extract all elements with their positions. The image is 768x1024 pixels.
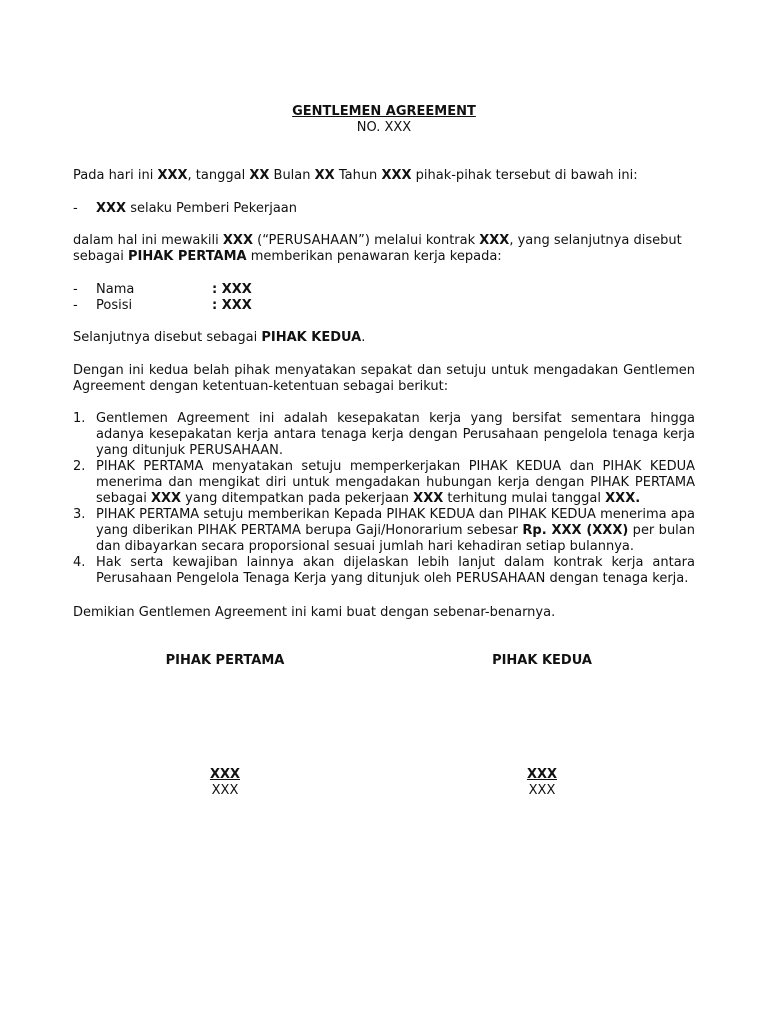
list-item: 4. Hak serta kewajiban lainnya akan dijelaskan lebih lanjut dalam kontrak kerja antara Perusahaan Pengelola Tenaga Kerja yang ditunjuk oleh PERUSAHAAN dengan tenaga kerja. [73, 555, 695, 586]
document-number: NO. XXX [356, 120, 412, 135]
intro-paragraph: Pada hari ini XXX, tanggal XX Bulan XX Tahun XXX pihak-pihak tersebut di bawah ini: [73, 168, 638, 183]
representation-paragraph: dalam hal ini mewakili XXX (“PERUSAHAAN”) melalui kontrak XXX, yang selanjutnya disebut sebagai PIHAK PERTAMA memberikan penawaran kerja kepada: [73, 233, 682, 264]
intro-date: XX [249, 168, 270, 183]
party-one-name: XXX [96, 201, 127, 216]
contract-number: XXX [479, 233, 510, 248]
salary-amount: Rp. XXX (XXX) [522, 523, 629, 538]
list-item: 1. Gentlemen Agreement ini adalah kesepakatan kerja yang bersifat sementara hingga adanya kesepakatan kerja antara tenaga kerja dengan Perusahaan pengelola tenaga kerja yang ditunjuk PERUSAHAAN. [73, 411, 695, 458]
posisi-value: : XXX [212, 298, 252, 313]
nama-value: : XXX [212, 282, 252, 297]
posisi-label: Posisi [96, 298, 133, 313]
signature-heading-left: PIHAK PERTAMA [165, 653, 285, 668]
party-one-bullet: - [73, 201, 78, 216]
party-two-label: PIHAK KEDUA [261, 330, 362, 345]
signature-name-right: XXX [526, 767, 558, 782]
closing-paragraph: Demikian Gentlemen Agreement ini kami buat dengan sebenar-benarnya. [73, 605, 556, 620]
terms-list [73, 411, 695, 587]
intro-year: XXX [381, 168, 412, 183]
document-page: GENTLEMEN AGREEMENT NO. XXX Pada hari ini XXX, tanggal XX Bulan XX Tahun XXX pihak-pihak tersebut di bawah ini: - XXX selaku Pemberi Pekerjaan dalam hal ini mewakili XXX (“PERUSAHAAN”) melalui kontrak XXX, yang selanjutnya disebut sebagai PIHAK PERTAMA memberikan penawaran kerja kepada: - Nama : XXX - Posisi : XXX Selanjutnya disebut sebagai PIHAK KEDUA. Dengan ini kedua belah pihak menyatakan sepakat dan setuju untuk mengadakan Gentlemen Agreement dengan ketentuan-ketentuan sebagai berikut: 1. Gentlemen Agreement ini adalah kesepakatan kerja yang bersifat sementara hingga adanya kesepakatan kerja antara tenaga kerja dengan Perusahaan pengelola tenaga kerja yang ditunjuk PERUSAHAAN. 2. PIHAK PERTAMA menyatakan setuju memperkerjakan PIHAK KEDUA dan PIHAK KEDUA menerima dan mengikat diri untuk mengadakan hubungan kerja dengan PIHAK PERTAMA sebagai XXX yang ditempatkan pada pekerjaan XXX terhitung mulai tanggal XXX. 3. PIHAK PERTAMA setuju memberikan Kepada PIHAK KEDUA dan PIHAK KEDUA menerima apa yang diberikan PIHAK PERTAMA berupa Gaji/Honorarium sebesar Rp. XXX (XXX) per bulan dan dibayarkan secara proporsional sesuai jumlah hari kehadiran setiap bulannya. 4. Hak serta kewajiban lainnya akan dijelaskan lebih lanjut dalam kontrak kerja antara Perusahaan Pengelola Tenaga Kerja yang ditunjuk oleh PERUSAHAAN dengan tenaga kerja. Demikian Gentlemen Agreement ini kami buat dengan sebenar-benarnya. PIHAK PERTAMA PIHAK KEDUA XXX XXX XXX XXX [0, 0, 768, 1024]
signature-position-left: XXX [211, 783, 239, 798]
intro-month: XX [314, 168, 335, 183]
party-one-line: XXX selaku Pemberi Pekerjaan [96, 201, 298, 216]
document-title: GENTLEMEN AGREEMENT [292, 104, 476, 119]
party-one-label: PIHAK PERTAMA [127, 249, 247, 264]
company-name: XXX [222, 233, 253, 248]
signature-position-right: XXX [528, 783, 556, 798]
agreement-intro-paragraph: Dengan ini kedua belah pihak menyatakan sepakat dan setuju untuk mengadakan Gentlemen Agreement dengan ketentuan-ketentuan sebagai berikut: [73, 363, 695, 394]
list-item: 2. PIHAK PERTAMA menyatakan setuju memperkerjakan PIHAK KEDUA dan PIHAK KEDUA menerima dan mengikat diri untuk mengadakan hubungan kerja dengan PIHAK PERTAMA sebagai XXX yang ditempatkan pada pekerjaan XXX terhitung mulai tanggal XXX. [73, 459, 695, 506]
signature-heading-right: PIHAK KEDUA [492, 653, 592, 668]
intro-day: XXX [157, 168, 188, 183]
list-item: 3. PIHAK PERTAMA setuju memberikan Kepada PIHAK KEDUA dan PIHAK KEDUA menerima apa yang diberikan PIHAK PERTAMA berupa Gaji/Honorarium sebesar Rp. XXX (XXX) per bulan dan dibayarkan secara proporsional sesuai jumlah hari kehadiran setiap bulannya. [73, 507, 695, 554]
hereinafter-paragraph: Selanjutnya disebut sebagai PIHAK KEDUA. [73, 330, 366, 345]
nama-label: Nama [96, 282, 135, 297]
signature-name-left: XXX [209, 767, 241, 782]
